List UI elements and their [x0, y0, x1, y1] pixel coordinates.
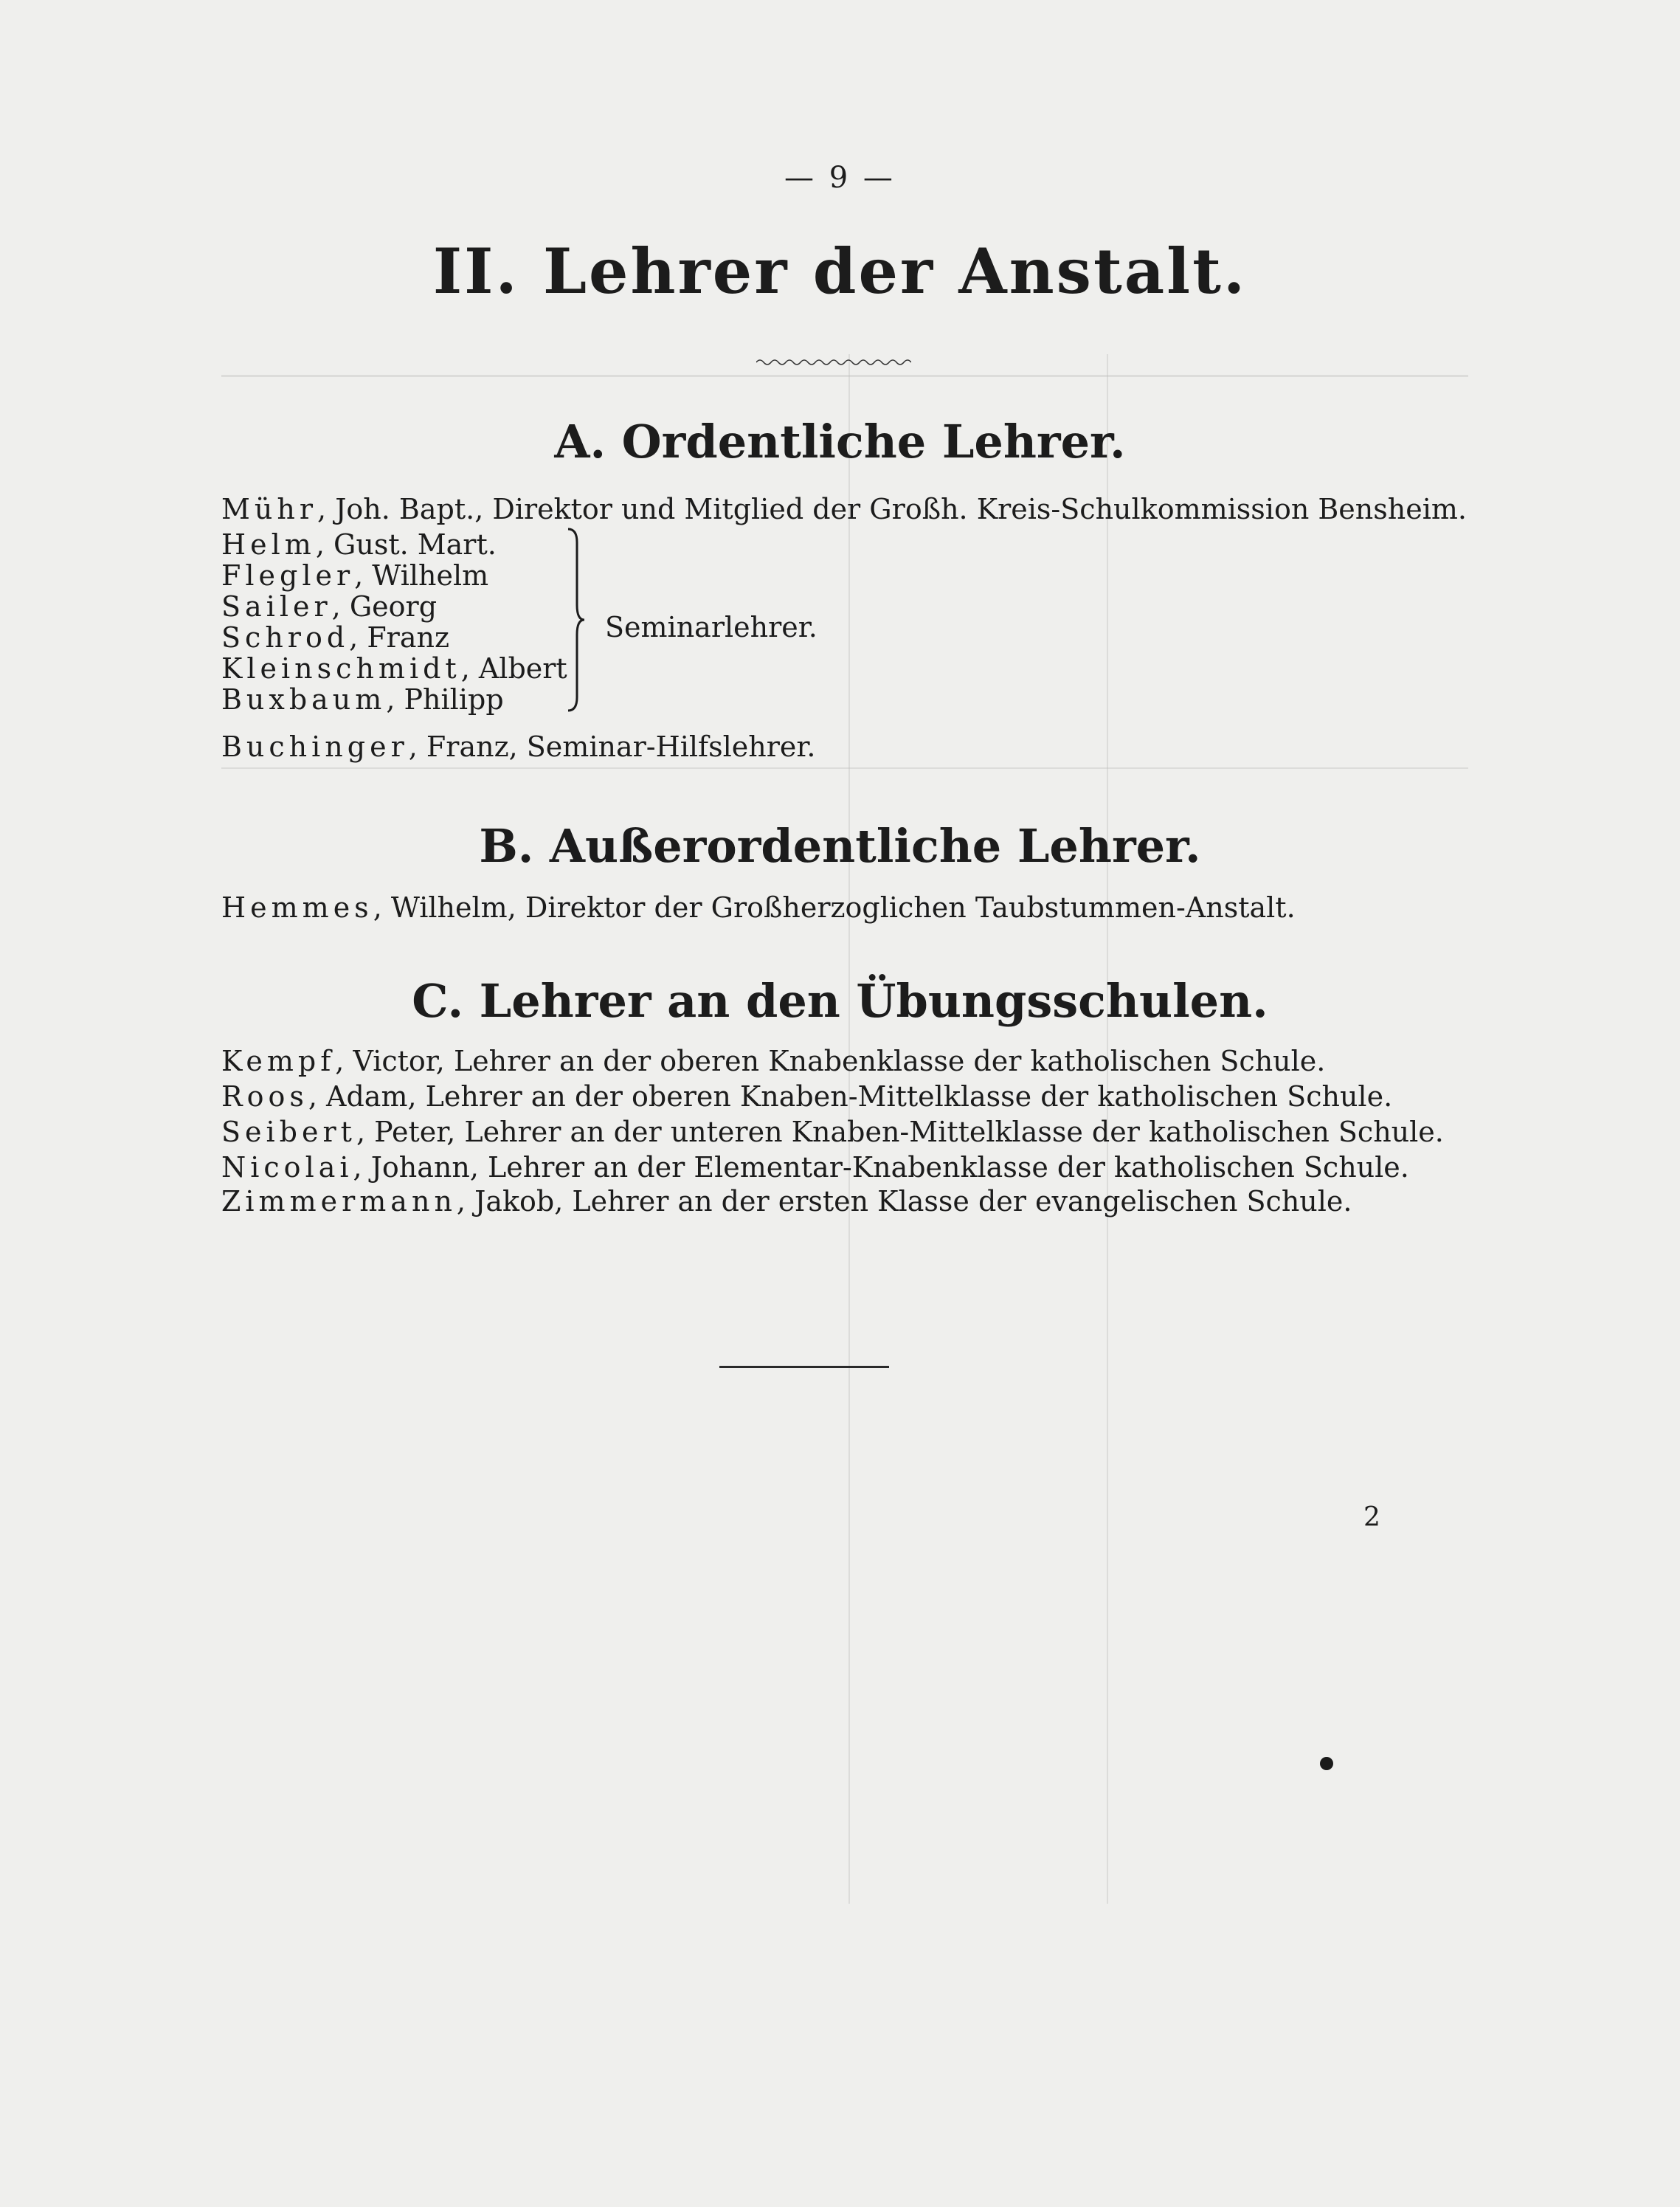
teacher-name: Flegler [221, 559, 355, 592]
teacher-name: Helm [221, 528, 316, 561]
teacher-name: Kleinschmidt [221, 652, 461, 685]
list-item [221, 559, 488, 592]
teacher-details: , Georg [331, 590, 438, 623]
list-item [221, 1185, 1352, 1218]
sheet-signature-number: 2 [1363, 1502, 1380, 1533]
teacher-name: Schrod [221, 621, 350, 654]
list-item [221, 652, 567, 685]
teacher-name: Buxbaum [221, 683, 387, 716]
teacher-details: , Johann, Lehrer an der Elementar-Knabenklasse der katholischen Schule. [353, 1151, 1409, 1184]
teacher-name: Seibert [221, 1116, 356, 1148]
list-item [221, 1045, 1325, 1077]
list-item [221, 1116, 1444, 1148]
right-brace-icon [567, 528, 586, 712]
list-item [221, 683, 504, 716]
teacher-details: , Philipp [386, 683, 504, 716]
teacher-name: Mühr [221, 493, 318, 525]
section-heading-ordentliche-lehrer: A. Ordentliche Lehrer. [554, 415, 1126, 469]
page-title: II. Lehrer der Anstalt. [432, 235, 1248, 308]
teacher-name: Buchinger [221, 731, 409, 763]
seminar-teachers-label: Seminarlehrer. [605, 611, 817, 643]
list-item [221, 1151, 1409, 1184]
teacher-details: , Victor, Lehrer an der oberen Knabenklasse der katholischen Schule. [335, 1045, 1326, 1077]
teacher-details: , Joh. Bapt., Direktor und Mitglied der Großh. Kreis-Schulkommission Bensheim. [317, 493, 1467, 525]
divider [719, 1366, 889, 1368]
teacher-details: , Jakob, Lehrer an der ersten Klasse der evangelischen Schule. [456, 1185, 1352, 1218]
teacher-details: , Peter, Lehrer an der unteren Knaben-Mittelklasse der katholischen Schule. [356, 1116, 1444, 1148]
teacher-details: , Gust. Mart. [315, 528, 497, 561]
list-item [221, 1080, 1392, 1113]
list-item [221, 590, 437, 623]
teacher-details: , Albert [460, 652, 567, 685]
list-item [221, 731, 815, 763]
teacher-name: Roos [221, 1080, 308, 1113]
list-item [221, 493, 1467, 525]
list-item [221, 891, 1296, 924]
list-item [221, 528, 497, 561]
section-heading-uebungsschulen: C. Lehrer an den Übungsschulen. [412, 974, 1268, 1028]
teacher-name: Nicolai [221, 1151, 353, 1184]
ink-spot [1320, 1757, 1333, 1770]
teacher-name: Hemmes [221, 891, 373, 924]
wavy-underline-ornament [756, 358, 911, 367]
bleed-through-rule [221, 767, 1468, 769]
teacher-name: Kempf [221, 1045, 336, 1077]
teacher-details: , Wilhelm, Direktor der Großherzoglichen Taubstummen-Anstalt. [373, 891, 1296, 924]
page-number: — 9 — [784, 161, 896, 195]
section-heading-ausserordentliche-lehrer: B. Außerordentliche Lehrer. [479, 819, 1201, 873]
list-item [221, 621, 449, 654]
teacher-name: Zimmermann [221, 1185, 457, 1218]
teacher-details: , Franz [349, 621, 449, 654]
bleed-through-rule [221, 375, 1468, 377]
teacher-details: , Adam, Lehrer an der oberen Knaben-Mittelklasse der katholischen Schule. [308, 1080, 1393, 1113]
teacher-name: Sailer [221, 590, 332, 623]
teacher-details: , Franz, Seminar-Hilfslehrer. [408, 731, 816, 763]
teacher-details: , Wilhelm [354, 559, 489, 592]
